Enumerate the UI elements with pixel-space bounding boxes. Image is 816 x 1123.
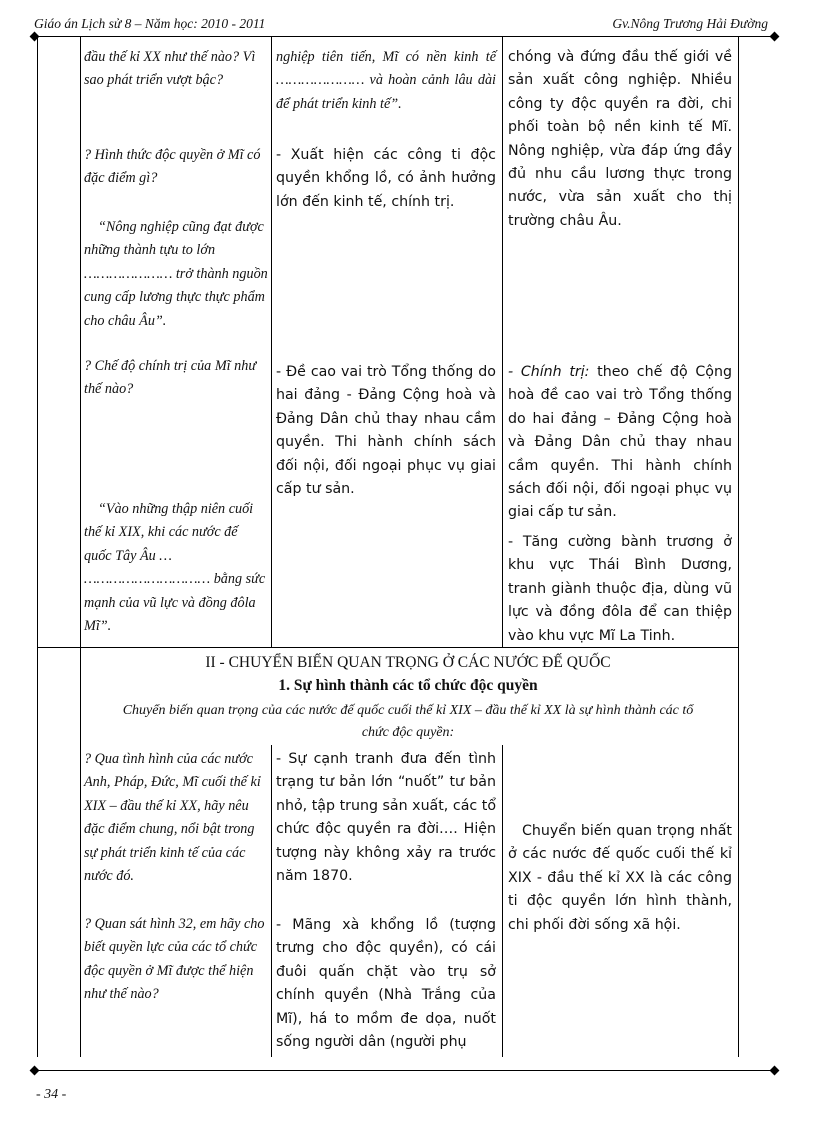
header-left: Giáo án Lịch sử 8 – Năm học: 2010 - 2011 (34, 16, 266, 31)
student-answer: - Mãng xà khổng lồ (tượng trưng cho độc quyền), có cái đuôi quấn chặt vào trụ sở chính quyền (Nhà Trắng của Mĩ), há to mồm đe dọa, nuốt sống người dân (người phụ (276, 917, 496, 1051)
page-number: - 34 - (36, 1087, 67, 1102)
student-answer: - Đề cao vai trò Tổng thống do hai đảng - Đảng Cộng hoà và Đảng Dân chủ thay nhau cầm quyền. Thi hành chính sách đối nội, đối ngoại phục vụ giai cấp tư sản. (276, 364, 496, 498)
teacher-question: ? Hình thức độc quyền ở Mĩ có đặc điểm gì? (84, 147, 261, 187)
header-rule (34, 36, 776, 37)
student-answer: nghiệp tiên tiến, Mĩ có nền kinh tế ………………… và hoàn cảnh lâu dài để phát triển kinh tế”. (276, 49, 496, 112)
footer-rule-left-ornament (30, 1066, 40, 1076)
table-col-divider-2-bottom (271, 745, 272, 1057)
table-border-right (738, 37, 739, 1057)
footer-rule-right-ornament (770, 1066, 780, 1076)
section-intro: Chuyển biến quan trọng của các nước đế quốc cuối thế kỉ XIX – đầu thế kỉ XX là sự hình thành các tổ chức độc quyền: (122, 703, 694, 740)
politics-text: theo chế độ Cộng hoà đề cao vai trò Tổng thống do hai đảng – Đảng Cộng hoà và Đảng Dân chủ thay nhau cầm quyền. Thi hành chính sách đối nội, đối ngoại phục vụ giai cấp tư sản. (508, 364, 732, 521)
lesson-content-politics (508, 361, 732, 525)
footer-rule (34, 1070, 776, 1071)
teacher-question: ? Quan sát hình 32, em hãy cho biết quyền lực của các tổ chức độc quyền ở Mĩ được thể hiện như thế nào? (84, 916, 265, 1003)
lesson-content: - Tăng cường bành trương ở khu vực Thái Bình Dương, tranh giành thuộc địa, dùng vũ lực và đồng đôla để can thiệp vào khu vực Mĩ La Tinh. (508, 534, 732, 644)
lesson-content: chóng và đứng đầu thế giới về sản xuất công nghiệp. Nhiều công ty độc quyền ra đời, chi phối toàn bộ nền kinh tế Mĩ. Nông nghiệp, vừa đáp ứng đầy đủ nhu cầu lương thực trong nước, vừa sản xuất cho thị trường châu Âu. (508, 49, 732, 229)
table-col-divider-2-top (271, 37, 272, 647)
table-border-left (37, 37, 38, 1057)
student-answer: - Xuất hiện các công ti độc quyền khổng lồ, có ảnh hưởng lớn đến kinh tế, chính trị. (276, 147, 496, 210)
table-col-divider-3-bottom (502, 745, 503, 1057)
politics-label: - Chính trị: (508, 364, 590, 380)
teacher-question: ? Chế độ chính trị của Mĩ như thế nào? (84, 358, 257, 398)
header-right: Gv.Nông Trương Hải Đường (612, 16, 768, 31)
fill-in-quote: “Nông nghiệp cũng đạt được những thành tựu to lớn ………………… trở thành nguồn cung cấp lương thực thực phẩm cho châu Âu”. (84, 219, 268, 329)
lesson-content: Chuyển biến quan trọng nhất ở các nước đế quốc cuối thế kỉ XIX - đầu thế kỉ XX là các công ti độc quyền lớn hình thành, chi phối đời sống xã hội. (508, 823, 732, 933)
section-subtitle: 1. Sự hình thành các tổ chức độc quyền (278, 677, 538, 694)
teacher-question-text: đầu thế kỉ XX như thế nào? Vì sao phát triển vượt bậc? (84, 49, 256, 89)
header-rule-right-ornament (770, 32, 780, 42)
student-answer: - Sự cạnh tranh đưa đến tình trạng tư bản lớn “nuốt” tư bản nhỏ, tập trung sản xuất, các tổ chức độc quyền ra đời…. Hiện tượng này không xảy ra trước năm 1870. (276, 751, 496, 885)
fill-in-quote: “Vào những thập niên cuối thế kỉ XIX, khi các nước đế quốc Tây Âu … ………………………… bằng sức mạnh của vũ lực và đồng đôla Mĩ”. (84, 501, 266, 635)
teacher-question: ? Qua tình hình của các nước Anh, Pháp, Đức, Mĩ cuối thế kỉ XIX – đầu thế kỉ XX, hãy nêu đặc điểm chung, nổi bật trong sự phát triển kinh tế của các nước đó. (84, 751, 261, 885)
section-title: II - CHUYỂN BIẾN QUAN TRỌNG Ở CÁC NƯỚC ĐẾ QUỐC (205, 654, 611, 671)
table-col-divider-1 (80, 37, 81, 1057)
page-header (34, 14, 776, 36)
table-col-divider-3-top (502, 37, 503, 647)
